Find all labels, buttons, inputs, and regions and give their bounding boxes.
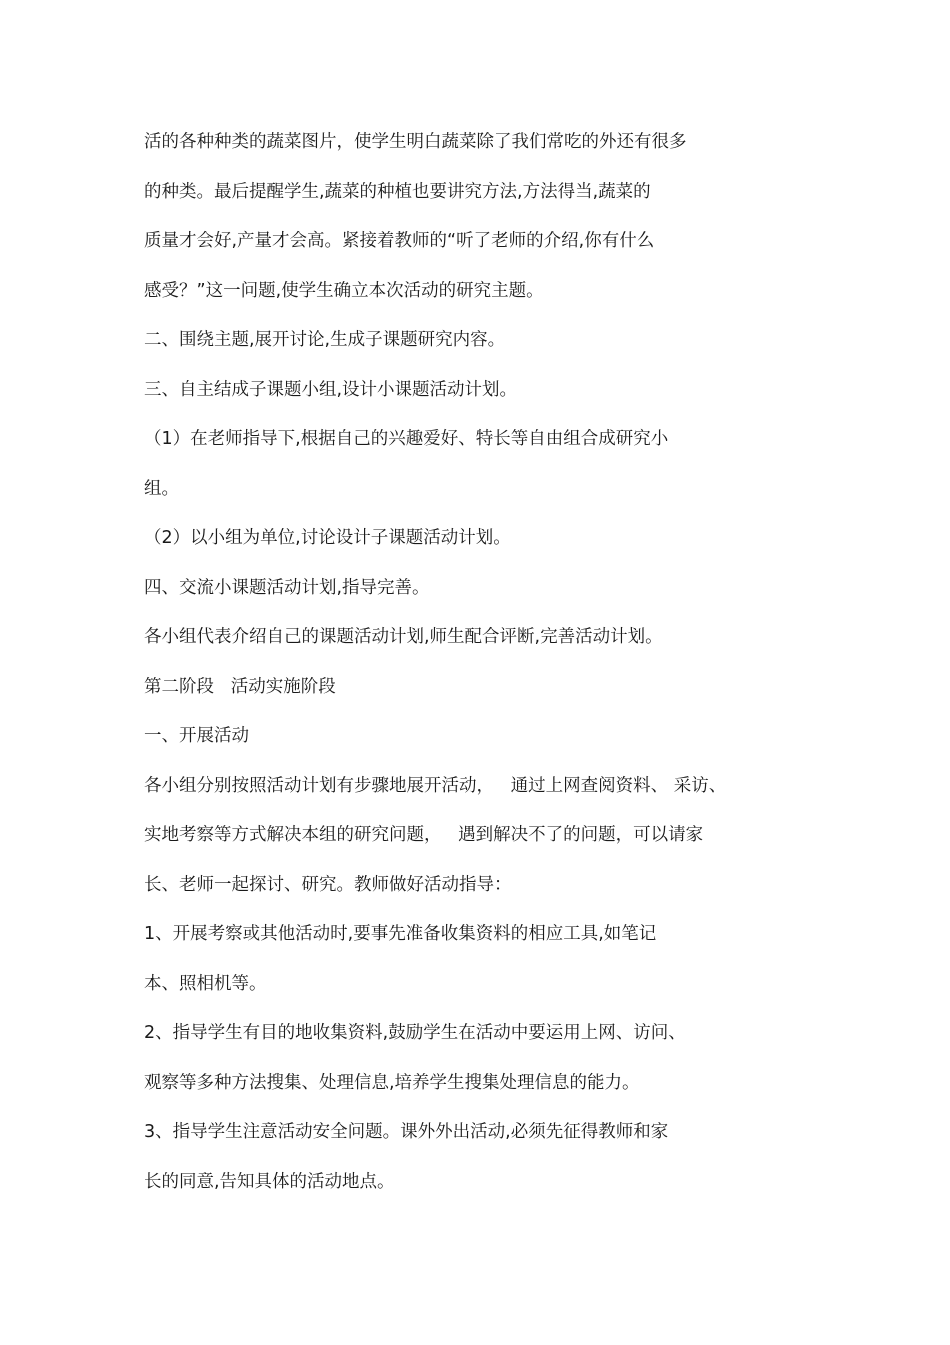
text-line: 各小组分别按照活动计划有步骤地展开活动， 通过上网查阅资料、 采访、 xyxy=(144,775,727,796)
section-heading: 四、交流小课题活动计划,指导完善。 xyxy=(144,577,430,598)
list-item: （1）在老师指导下,根据自己的兴趣爱好、特长等自由组合成研究小 xyxy=(144,429,669,449)
document-body xyxy=(144,128,824,1217)
section-heading: 二、围绕主题,展开讨论,生成子课题研究内容。 xyxy=(144,330,506,350)
text-line: 组。 xyxy=(144,478,179,499)
text-line: 感受？”这一问题,使学生确立本次活动的研究主题。 xyxy=(144,280,544,301)
text-line: 的种类。最后提醒学生,蔬菜的种植也要讲究方法,方法得当,蔬菜的 xyxy=(144,181,651,202)
text-line: 观察等多种方法搜集、处理信息,培养学生搜集处理信息的能力。 xyxy=(144,1072,640,1093)
section-heading: 三、自主结成子课题小组,设计小课题活动计划。 xyxy=(144,379,518,400)
text-line: 活的各种种类的蔬菜图片，使学生明白蔬菜除了我们常吃的外还有很多 xyxy=(144,132,687,152)
text-line: 质量才会好,产量才会高。紧接着教师的“听了老师的介绍,你有什么 xyxy=(144,231,655,251)
text-line: 本、照相机等。 xyxy=(144,973,267,994)
text-line: 长的同意,告知具体的活动地点。 xyxy=(144,1171,395,1192)
list-item: 2、指导学生有目的地收集资料,鼓励学生在活动中要运用上网、访问、 xyxy=(144,1023,686,1043)
text-line: 实地考察等方式解决本组的研究问题， 遇到解决不了的问题，可以请家 xyxy=(144,825,704,845)
list-item: （2）以小组为单位,讨论设计子课题活动计划。 xyxy=(144,528,511,548)
stage-heading: 第二阶段 活动实施阶段 xyxy=(144,676,336,697)
list-item: 1、开展考察或其他活动时,要事先准备收集资料的相应工具,如笔记 xyxy=(144,924,657,944)
section-heading: 一、开展活动 xyxy=(144,726,249,746)
list-item: 3、指导学生注意活动安全问题。课外外出活动,必须先征得教师和家 xyxy=(144,1122,669,1142)
text-line: 长、老师一起探讨、研究。教师做好活动指导： xyxy=(144,874,512,895)
text-line: 各小组代表介绍自己的课题活动计划,师生配合评断,完善活动计划。 xyxy=(144,627,663,647)
